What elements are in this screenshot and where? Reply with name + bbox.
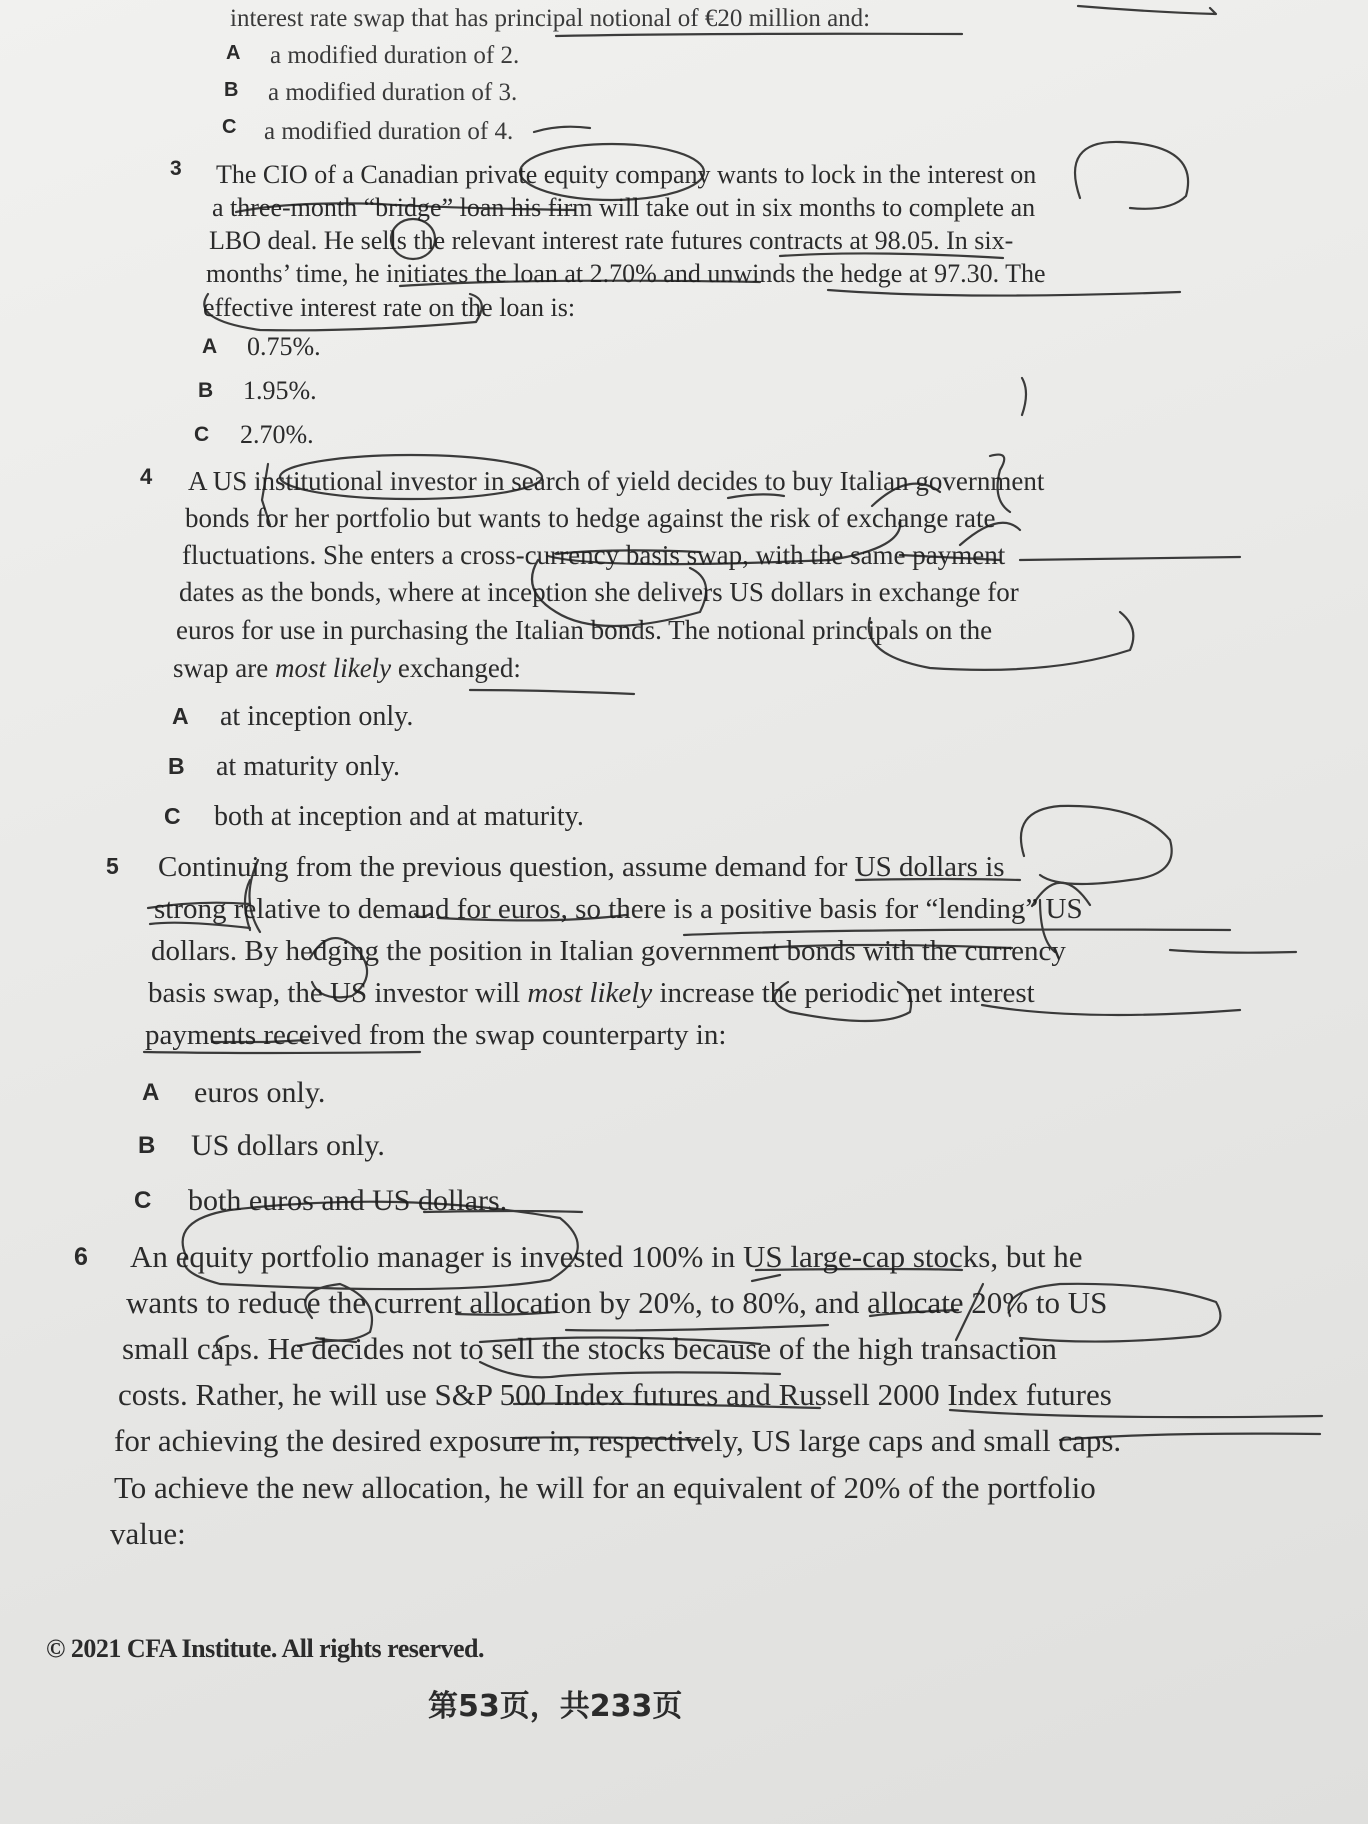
q2-option-b: a modified duration of 3. (268, 79, 518, 106)
q3-number: 3 (170, 157, 182, 180)
q4-option-a: at inception only. (220, 701, 414, 732)
q3-line-5: effective interest rate on the loan is: (203, 293, 576, 322)
q2-option-b-letter: B (224, 79, 239, 101)
q4-option-c-letter: C (164, 803, 181, 829)
q3-option-a-letter: A (202, 335, 218, 358)
q3-line-4: months’ time, he initiates the loan at 2.70% and unwinds the hedge at 97.30. The (206, 259, 1046, 288)
q5-line-1: Continuing from the previous question, assume demand for US dollars is (158, 851, 1005, 883)
q2-option-c: a modified duration of 4. (264, 118, 514, 145)
q5-option-b: US dollars only. (191, 1129, 385, 1162)
q4-line-2: bonds for her portfolio but wants to hedge against the risk of exchange rate (185, 503, 996, 533)
q4-number: 4 (140, 464, 153, 489)
q4-line-6 (173, 655, 521, 682)
q4-line-1: A US institutional investor in search of yield decides to buy Italian government (188, 466, 1045, 496)
q6-line-3: small caps. He decides not to sell the stocks because of the high transaction (122, 1331, 1057, 1366)
q5-line-4-emphasis: most likely (527, 977, 653, 1009)
q4-option-a-letter: A (172, 703, 189, 729)
q2-stem-tail: interest rate swap that has principal notional of €20 million and: (230, 5, 871, 32)
q6-number: 6 (74, 1243, 88, 1271)
q5-option-c: both euros and US dollars. (188, 1184, 508, 1217)
q3-option-b-letter: B (198, 379, 214, 402)
q3-option-c: 2.70%. (240, 420, 314, 449)
q5-line-3: dollars. By hedging the position in Italian government bonds with the currency (151, 935, 1066, 967)
q4-line-6-pre: swap are (173, 653, 275, 683)
q5-line-4 (148, 979, 1035, 1008)
q3-option-b: 1.95%. (243, 376, 317, 405)
q4-line-6-emphasis: most likely (274, 653, 392, 683)
q2-option-c-letter: C (222, 116, 237, 138)
q6-line-5: for achieving the desired exposure in, respectively, US large caps and small caps. (114, 1423, 1122, 1458)
q3-line-2: a three-month “bridge” loan his firm will take out in six months to complete an (212, 193, 1036, 222)
q6-line-4: costs. Rather, he will use S&P 500 Index futures and Russell 2000 Index futures (118, 1377, 1112, 1412)
q5-line-5: payments received from the swap counterparty in: (145, 1019, 727, 1051)
q6-line-2: wants to reduce the current allocation by 20%, to 80%, and allocate 20% to US (126, 1285, 1108, 1320)
q2-option-a-letter: A (226, 42, 241, 64)
q4-line-6-post: exchanged: (391, 653, 521, 683)
q5-line-4-post: increase the periodic net interest (652, 977, 1035, 1009)
q6-line-6: To achieve the new allocation, he will for an equivalent of 20% of the portfolio (114, 1470, 1096, 1505)
q6-line-1: An equity portfolio manager is invested 100% in US large-cap stocks, but he (130, 1239, 1083, 1274)
q5-option-c-letter: C (134, 1187, 152, 1214)
q4-line-5: euros for use in purchasing the Italian bonds. The notional principals on the (176, 615, 993, 645)
q3-line-3: LBO deal. He sells the relevant interest rate futures contracts at 98.05. In six- (209, 226, 1014, 255)
q3-line-1: The CIO of a Canadian private equity company wants to lock in the interest on (216, 160, 1037, 189)
q5-line-4-pre: basis swap, the US investor will (148, 977, 528, 1009)
q5-option-a: euros only. (194, 1076, 326, 1109)
q4-option-c: both at inception and at maturity. (214, 801, 584, 832)
q4-option-b: at maturity only. (216, 751, 401, 782)
q5-option-a-letter: A (142, 1079, 160, 1106)
q5-option-b-letter: B (138, 1132, 156, 1159)
q5-line-2: strong relative to demand for euros, so there is a positive basis for “lending” US (154, 893, 1083, 925)
q3-option-c-letter: C (194, 423, 210, 446)
q4-option-b-letter: B (168, 753, 185, 779)
copyright-notice: © 2021 CFA Institute. All rights reserved. (46, 1634, 484, 1663)
q2-option-a: a modified duration of 2. (270, 42, 520, 69)
q3-option-a: 0.75%. (247, 332, 321, 361)
q6-line-7: value: (110, 1516, 186, 1551)
page-indicator: 第53页，共233页 (428, 1689, 683, 1724)
q4-line-4: dates as the bonds, where at inception she delivers US dollars in exchange for (179, 577, 1019, 607)
q4-line-3: fluctuations. She enters a cross-currency basis swap, with the same payment (182, 540, 1006, 570)
q5-number: 5 (106, 853, 119, 879)
